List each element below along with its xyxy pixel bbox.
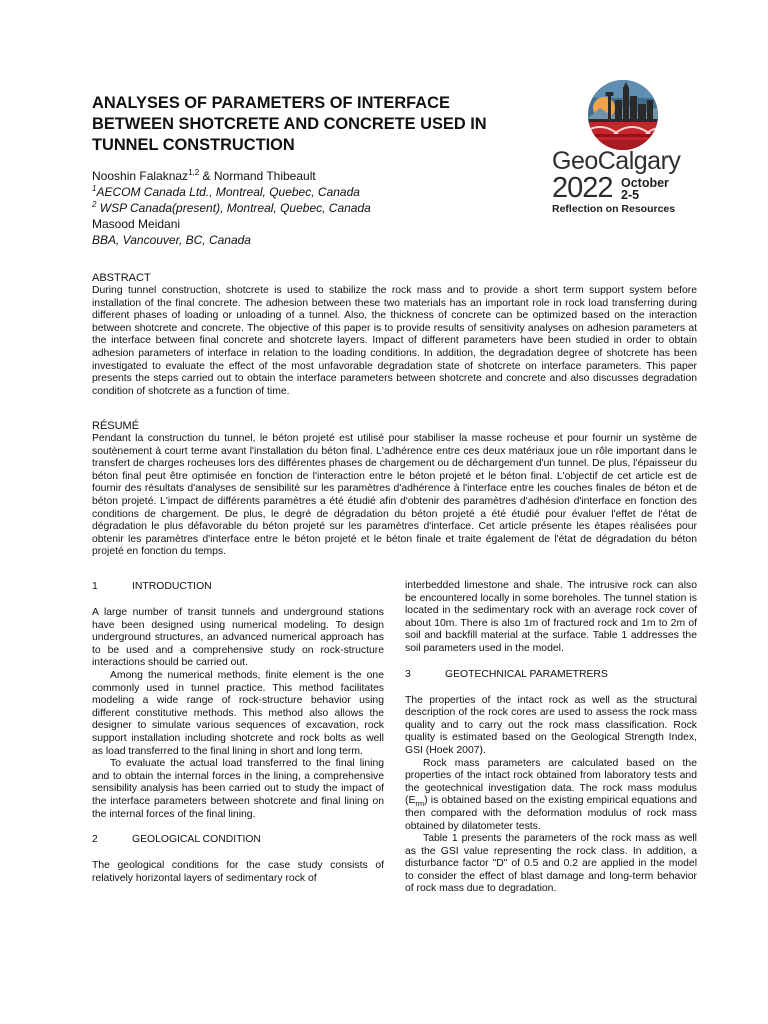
logo-month: October [621,176,669,190]
author-name-3: Masood Meidani [92,217,181,231]
paper-title: ANALYSES OF PARAMETERS OF INTERFACE BETWEEN SHOTCRETE AND CONCRETE USED IN TUNNEL CONSTRUCTION [92,94,487,154]
geocalgary-logo [548,78,698,218]
logo-year: 2022 [552,172,613,204]
geotech-paragraph-1: The properties of the intact rock as well as the structural description of the rock cores are used to assess the rock mass quality and to carry out the rock mass classification. Rock quality is estimated based on the Geological Strength Index, GSI (Hoek 2007). [405,694,697,756]
section-heading-geological-condition: 2 GEOLOGICAL CONDITION [92,834,261,846]
resume-heading: RÉSUMÉ [92,420,140,432]
abstract-text: During tunnel construction, shotcrete is used to stabilize the rock mass and to provide a short term support system before installation of the final concrete. The adhesion between these two materials has an important role in rock load transferring during different phases of loading or unloading of a tunnel. Also, the thickness of concrete can be optimized based on the interaction between shotcrete and concrete. The objective of this paper is to provide results of sensitivity analyses on adhesion parameters at the interface between final concrete and shotcrete layers. Impact of different parameters have been studied in order to obtain adhesion parameters of interface in relation to the loading conditions. In addition, the degradation degree of shotcrete has been investigated to evaluate the effect of the most unfavorable degradation state of shotcrete on interface parameters. This paper presents the steps carried out to obtain the interface parameters between shotcrete and concrete and also discusses degradation condition of shotcrete as a function of time. [92,285,697,397]
affiliation-3: BBA, Vancouver, BC, Canada [92,233,251,247]
logo-tagline: Reflection on Resources [552,203,676,215]
intro-paragraph-3: To evaluate the actual load transferred to the final lining and to obtain the internal forces in the lining, a comprehensive sensibility analysis has been carried out to study the impact of the interface parameters between shotcrete and final lining on the internal forces of the final lining. [92,758,384,820]
calgary-skyline-emblem [586,78,660,152]
left-column [92,580,384,885]
affiliation-1: $^1$AECOM Canada Ltd., Montreal, Quebec, Canada [92,184,360,199]
author-name-1: Nooshin Falaknaz [92,169,189,183]
geology-paragraph-1: The geological conditions for the case study consists of relatively horizontal layers of sedimentary rock of [92,860,384,884]
affiliation-2: $^2$ WSP Canada(present), Montreal, Quebec, Canada [92,200,371,215]
section-heading-introduction: 1 INTRODUCTION [92,581,212,592]
right-column [405,580,697,896]
section-heading-geotechnical-parameters: 3 GEOTECHNICAL PARAMETRERS [405,668,608,680]
resume-text: Pendant la construction du tunnel, le béton projeté est utilisé pour stabiliser la masse rocheuse et pour fournir un système de soutènement à court terme avant l'installation du béton final. L'adhérence entre ces deux matériaux joue un rôle important dans le transfert de charges rocheuses lors des différentes phases de chargement ou de déchargement d'un tunnel. De plus, l'épaisseur du béton final peut être optimisée en fonction de l'interaction entre le béton projeté et le béton final. L'objectif de cet article est de fournir des résultats d'analyses de sensibilité sur les paramètres d'adhérence à l'interface entre les couches finales de béton et de béton projeté. L'impact de différents paramètres a été étudié afin d'obtenir des paramètres d'adhésion d'interface en fonction des conditions de chargement. De plus, le degré de dégradation du béton projeté a été étudié pour évaluer l'effet de l'état de dégradation le plus défavorable du béton projeté sur les paramètres d'interface. Cet article présente les étapes réalisées pour obtenir les paramètres d'interface entre le béton projeté et le béton finale et traite également de l'état de dégradation du béton projeté en fonction du temps. [92,433,697,558]
logo-wordmark: GeoCalgary [552,147,681,175]
intro-paragraph-1: A large number of transit tunnels and underground stations have been designed using numerical modeling. To design underground structures, an advanced numerical approach has to be used and a comprehensive study on rock-structure interactions should be carried out. [92,607,384,669]
author-name-2: & Normand Thibeault [199,169,316,183]
abstract-heading: ABSTRACT [92,272,151,284]
intro-paragraph-2: Among the numerical methods, finite element is the one commonly used in tunnel practice. This method facilitates modeling a wide range of rock-structure behavior using different constitutive methods. This method also allows the designer to simulate various sequences of excavation, rock support installation including shotcrete and rock bolts as well as load transferred to the final lining in short and long term. [92,669,384,757]
author-affiliation-marker: 1,2 [188,168,200,177]
geotech-paragraph-2: Rock mass parameters are calculated based on the properties of the intact rock obtained from laboratory tests and the geotechnical investigation data. The rock mass modulus $(E_{rm})$ is obtained based on the existing empirical equations and then compared with the deformation modulus of rock mass obtained by dilatometer tests. [405,757,697,832]
author-line-1 [92,168,472,184]
author-block [92,168,472,248]
geology-paragraph-2: interbedded limestone and shale. The intrusive rock can also be encountered locally in some boreholes. The tunnel station is located in the sedimentary rock with an average rock cover of about 10m. There is also 1m of fractured rock and 1m to 2m of soil and backfill material at the surface. Table 1 addresses the soil parameters used in the model. [405,580,697,654]
geotech-paragraph-3: Table 1 presents the parameters of the rock mass as well as the GSI value representing the rock class. In addition, a disturbance factor "D" of 0.5 and 0.2 are applied in the model to consider the effect of blast damage and long-term behavior of rock mass due to degradation. [405,833,697,895]
logo-days: 2-5 [621,188,640,202]
